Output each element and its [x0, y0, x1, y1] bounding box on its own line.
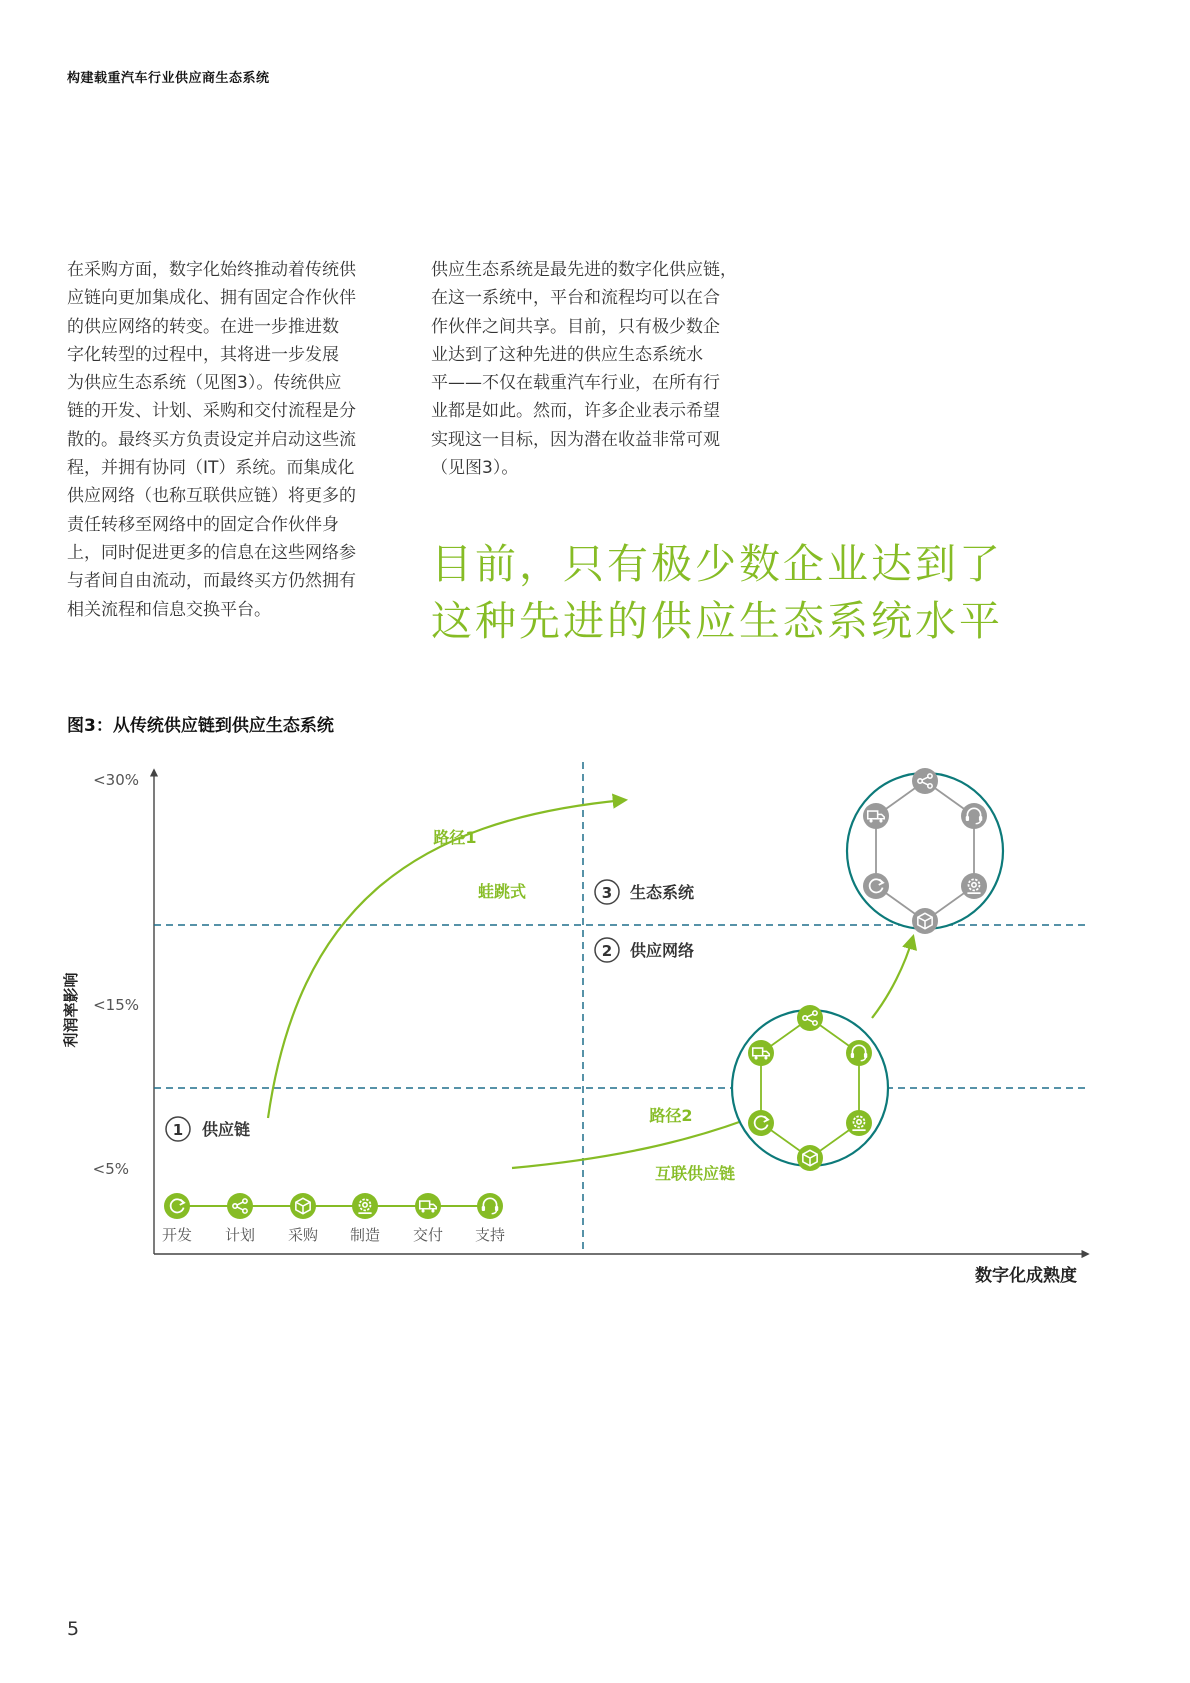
process-chain — [162, 1193, 505, 1244]
process-step-develop — [162, 1193, 192, 1244]
header-title: 构建载重汽车行业供应商生态系统 — [67, 71, 270, 86]
share-icon — [227, 1193, 253, 1219]
process-step-label: 计划 — [224, 1226, 256, 1244]
path2-arrow-continuation — [872, 937, 913, 1018]
path1-sublabel: 蛙跳式 — [477, 882, 527, 901]
pullquote-line: 这种先进的供应生态系统水平 — [431, 597, 1003, 645]
headset-icon — [961, 803, 987, 829]
process-step-label: 交付 — [412, 1226, 444, 1244]
process-step-label: 采购 — [287, 1226, 319, 1244]
ecosystem-cluster-ring — [847, 773, 1003, 929]
truck-icon — [863, 803, 889, 829]
refresh-icon — [748, 1110, 774, 1136]
process-step-label: 制造 — [349, 1226, 381, 1244]
stage-label: 供应链 — [202, 1120, 251, 1139]
body-text-line: 实现这一目标，因为潜在收益非常可观 — [431, 429, 720, 450]
refresh-icon — [164, 1193, 190, 1219]
body-text-line: 字化转型的过程中，其将进一步发展 — [67, 344, 339, 365]
path1-label: 路径1 — [433, 828, 477, 847]
body-text-line: 与者间自由流动，而最终买方仍然拥有 — [67, 571, 356, 592]
body-text-line: 链的开发、计划、采购和交付流程是分 — [67, 401, 356, 422]
body-text-line: 在采购方面，数字化始终推动着传统供 — [67, 260, 356, 280]
page-number: 5 — [67, 1618, 80, 1640]
share-icon — [797, 1005, 823, 1031]
path2-arrow — [512, 1120, 745, 1168]
truck-icon — [415, 1193, 441, 1219]
refresh-icon — [863, 873, 889, 899]
process-step-deliver — [413, 1193, 443, 1244]
process-step-support — [475, 1193, 505, 1244]
body-text-line: 业达到了这种先进的供应生态系统水 — [431, 344, 703, 365]
body-text-line: 程，并拥有协同（IT）系统。而集成化 — [67, 458, 355, 479]
headset-icon — [846, 1040, 872, 1066]
body-text-right-column — [431, 256, 756, 482]
pullquote-line: 目前，只有极少数企业达到了 — [431, 540, 1003, 588]
stage-marker-ecosystem — [595, 880, 694, 904]
path1-arrow — [268, 800, 625, 1118]
y-tick-label: <30% — [93, 771, 139, 789]
body-text-line: （见图3）。 — [431, 458, 519, 479]
process-step-label: 支持 — [474, 1226, 506, 1244]
body-text-line: 平——不仅在载重汽车行业，在所有行 — [431, 373, 720, 394]
gear-icon — [846, 1110, 872, 1136]
body-text-line: 供应网络（也称互联供应链）将更多的 — [67, 486, 356, 507]
box-icon — [290, 1193, 316, 1219]
truck-icon — [748, 1040, 774, 1066]
body-text-line: 为供应生态系统（见图3）。传统供应 — [67, 373, 342, 394]
body-text-line: 上，同时促进更多的信息在这些网络参 — [67, 542, 356, 563]
pullquote — [431, 536, 1031, 650]
gear-icon — [961, 873, 987, 899]
process-step-make — [350, 1193, 380, 1244]
ecosystem-cluster — [847, 768, 1003, 934]
process-step-plan — [225, 1193, 255, 1244]
share-icon — [912, 768, 938, 794]
headset-icon — [477, 1193, 503, 1219]
stage-number: 1 — [172, 1121, 184, 1139]
body-text-line: 在这一系统中，平台和流程均可以在合 — [431, 288, 720, 309]
body-text-line: 作伙伴之间共享。目前，只有极少数企 — [431, 316, 720, 337]
network-cluster-ring — [732, 1010, 888, 1166]
x-axis-title: 数字化成熟度 — [975, 1266, 1077, 1286]
y-tick-label: <15% — [93, 996, 139, 1014]
path2-label: 路径2 — [649, 1106, 693, 1125]
body-text-line: 散的。最终买方负责设定并启动这些流 — [67, 429, 356, 450]
stage-number: 3 — [601, 884, 613, 902]
path2-sublabel: 互联供应链 — [654, 1164, 736, 1183]
body-text-line: 相关流程和信息交换平台。 — [67, 599, 271, 620]
stage-number: 2 — [601, 942, 613, 960]
y-tick-label: <5% — [92, 1160, 129, 1178]
process-step-source — [288, 1193, 318, 1244]
process-step-label: 开发 — [161, 1226, 193, 1244]
stage-marker-supply-chain — [166, 1117, 250, 1141]
stage-label: 供应网络 — [630, 941, 695, 960]
body-text-left-column — [67, 256, 392, 624]
network-cluster — [732, 1005, 888, 1171]
figure-diagram — [0, 740, 1190, 1300]
stage-label: 生态系统 — [630, 883, 695, 902]
body-text-line: 的供应网络的转变。在进一步推进数 — [67, 316, 339, 337]
stage-marker-network — [595, 938, 694, 962]
body-text-line: 责任转移至网络中的固定合作伙伴身 — [67, 514, 339, 535]
body-text-line: 业都是如此。然而，许多企业表示希望 — [431, 401, 720, 422]
body-text-line: 应链向更加集成化、拥有固定合作伙伴 — [67, 288, 356, 309]
body-text-line: 供应生态系统是最先进的数字化供应链， — [431, 260, 737, 280]
y-axis-title: 利润率影响 — [62, 972, 80, 1048]
box-icon — [912, 908, 938, 934]
box-icon — [797, 1145, 823, 1171]
figure-title: 图3：从传统供应链到供应生态系统 — [67, 716, 334, 736]
gear-icon — [352, 1193, 378, 1219]
